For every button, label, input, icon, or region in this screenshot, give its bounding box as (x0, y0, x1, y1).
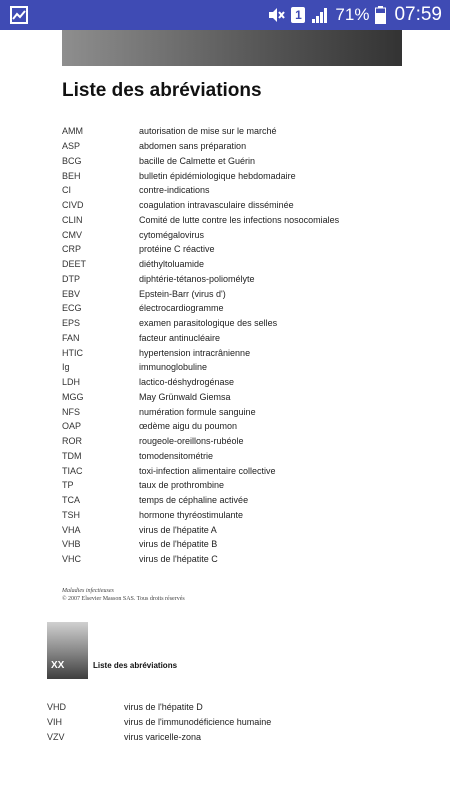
abbreviation-code: MGG (62, 391, 84, 402)
list-item (62, 198, 422, 213)
battery-percent: 71% (335, 5, 370, 24)
abbreviation-code: CLIN (62, 214, 83, 225)
abbreviation-code: LDH (62, 377, 81, 388)
abbreviation-code: VHA (62, 524, 81, 535)
abbreviation-definition: temps de céphaline activée (139, 495, 249, 506)
abbreviation-code: TSH (62, 509, 80, 520)
abbreviation-code: TIAC (62, 465, 83, 476)
list-item (62, 139, 422, 154)
list-item (62, 508, 422, 523)
abbreviation-definition: électrocardiogramme (139, 303, 224, 314)
abbreviation-definition: rougeole-oreillons-rubéole (139, 436, 244, 447)
abbreviation-code: EPS (62, 318, 81, 329)
list-item (62, 390, 422, 405)
list-item (62, 316, 422, 331)
list-item (62, 537, 422, 552)
abbreviation-definition: taux de prothrombine (139, 480, 225, 491)
abbreviation-definition: abdomen sans préparation (139, 141, 247, 152)
abbreviation-code: NFS (62, 406, 80, 417)
abbreviation-definition: virus de l'hépatite D (124, 701, 203, 712)
abbreviation-definition: Epstein-Barr (virus d') (139, 288, 226, 299)
list-item (62, 360, 422, 375)
abbreviation-definition: immunoglobuline (139, 362, 208, 373)
abbreviation-code: BEH (62, 170, 81, 181)
abbreviation-list (62, 124, 422, 567)
abbreviation-definition: virus de l'hépatite B (139, 539, 218, 550)
battery-icon (375, 6, 386, 24)
list-item (62, 242, 422, 257)
abbreviation-definition: autorisation de mise sur le marché (139, 126, 277, 137)
list-item (62, 493, 422, 508)
abbreviation-code: OAP (62, 421, 82, 432)
list-item (62, 478, 422, 493)
abbreviation-definition: coagulation intravasculaire disséminée (139, 200, 294, 211)
copyright-text: © 2007 Elsevier Masson SAS. Tous droits réservés (62, 596, 185, 602)
list-item (62, 168, 422, 183)
abbreviation-code: BCG (62, 155, 82, 166)
abbreviation-code: TP (62, 480, 74, 491)
abbreviation-definition: virus de l'hépatite A (139, 524, 217, 535)
signal-icon (311, 6, 329, 24)
abbreviation-definition: œdème aigu du poumon (139, 421, 238, 432)
abbreviation-code: EBV (62, 288, 81, 299)
abbreviation-definition: virus de l'immunodéficience humaine (124, 716, 272, 727)
list-item (62, 404, 422, 419)
abbreviation-code: HTIC (62, 347, 83, 358)
list-item (62, 124, 422, 139)
abbreviation-code: VHD (47, 701, 67, 712)
abbreviation-definition: toxi-infection alimentaire collective (139, 465, 276, 476)
list-item (62, 522, 422, 537)
page-number: XX (51, 660, 65, 671)
list-item (47, 729, 407, 744)
abbreviation-code: TDM (62, 450, 82, 461)
abbreviation-code: VHC (62, 554, 82, 565)
abbreviation-code: CRP (62, 244, 82, 255)
abbreviation-code: DTP (62, 273, 80, 284)
abbreviation-code: ROR (62, 436, 82, 447)
list-item (62, 257, 422, 272)
abbreviation-definition: protéine C réactive (139, 244, 215, 255)
book-title: Maladies infectieuses (62, 588, 114, 594)
abbreviation-definition: diéthyltoluamide (139, 259, 205, 270)
list-item (62, 154, 422, 169)
abbreviation-definition: virus de l'hépatite C (139, 554, 218, 565)
running-head: Liste des abréviations (93, 661, 178, 670)
list-item (62, 552, 422, 567)
abbreviation-definition: hormone thyréostimulante (139, 509, 244, 520)
abbreviation-code: AMM (62, 126, 83, 137)
abbreviation-definition: diphtérie-tétanos-poliomélyte (139, 273, 255, 284)
list-item (62, 345, 422, 360)
abbreviation-definition: Comité de lutte contre les infections nosocomiales (139, 214, 340, 225)
copyright-note (62, 587, 185, 603)
abbreviation-code: CI (62, 185, 71, 196)
list-item (62, 213, 422, 228)
list-item (62, 286, 422, 301)
page-header-bar (62, 30, 402, 66)
abbreviation-definition: bacille de Calmette et Guérin (139, 155, 256, 166)
abbreviation-code: ECG (62, 303, 82, 314)
mute-icon (267, 6, 285, 24)
abbreviation-definition: May Grünwald Giemsa (139, 391, 231, 402)
abbreviation-code: ASP (62, 141, 81, 152)
list-item (62, 449, 422, 464)
status-bar (0, 0, 450, 30)
list-item (62, 375, 422, 390)
abbreviation-list-continued (47, 699, 407, 744)
abbreviation-definition: examen parasitologique des selles (139, 318, 278, 329)
list-item (62, 331, 422, 346)
abbreviation-code: CMV (62, 229, 82, 240)
abbreviation-code: FAN (62, 332, 80, 343)
list-item (47, 714, 407, 729)
list-item (47, 699, 407, 714)
abbreviation-definition: hypertension intracrânienne (139, 347, 251, 358)
list-item (62, 183, 422, 198)
gallery-icon (10, 6, 28, 24)
list-item (62, 301, 422, 316)
abbreviation-code: TCA (62, 495, 80, 506)
abbreviation-definition: cytomégalovirus (139, 229, 205, 240)
abbreviation-code: DEET (62, 259, 87, 270)
abbreviation-definition: numération formule sanguine (139, 406, 256, 417)
list-item (62, 463, 422, 478)
abbreviation-code: VIH (47, 716, 63, 727)
abbreviation-definition: lactico-déshydrogénase (139, 377, 235, 388)
abbreviation-code: Ig (62, 362, 70, 373)
abbreviation-definition: facteur antinucléaire (139, 332, 221, 343)
list-item (62, 227, 422, 242)
list-item (62, 434, 422, 449)
list-item (62, 272, 422, 287)
abbreviation-code: VHB (62, 539, 81, 550)
abbreviation-definition: virus varicelle-zona (124, 731, 202, 742)
clock: 07:59 (394, 4, 442, 25)
abbreviation-definition: tomodensitométrie (139, 450, 214, 461)
abbreviation-definition: bulletin épidémiologique hebdomadaire (139, 170, 296, 181)
abbreviation-code: VZV (47, 731, 65, 742)
sim-icon: 1 (291, 7, 305, 23)
page-title: Liste des abréviations (62, 80, 262, 101)
status-icons (267, 0, 442, 30)
list-item (62, 419, 422, 434)
abbreviation-code: CIVD (62, 200, 84, 211)
abbreviation-definition: contre-indications (139, 185, 210, 196)
